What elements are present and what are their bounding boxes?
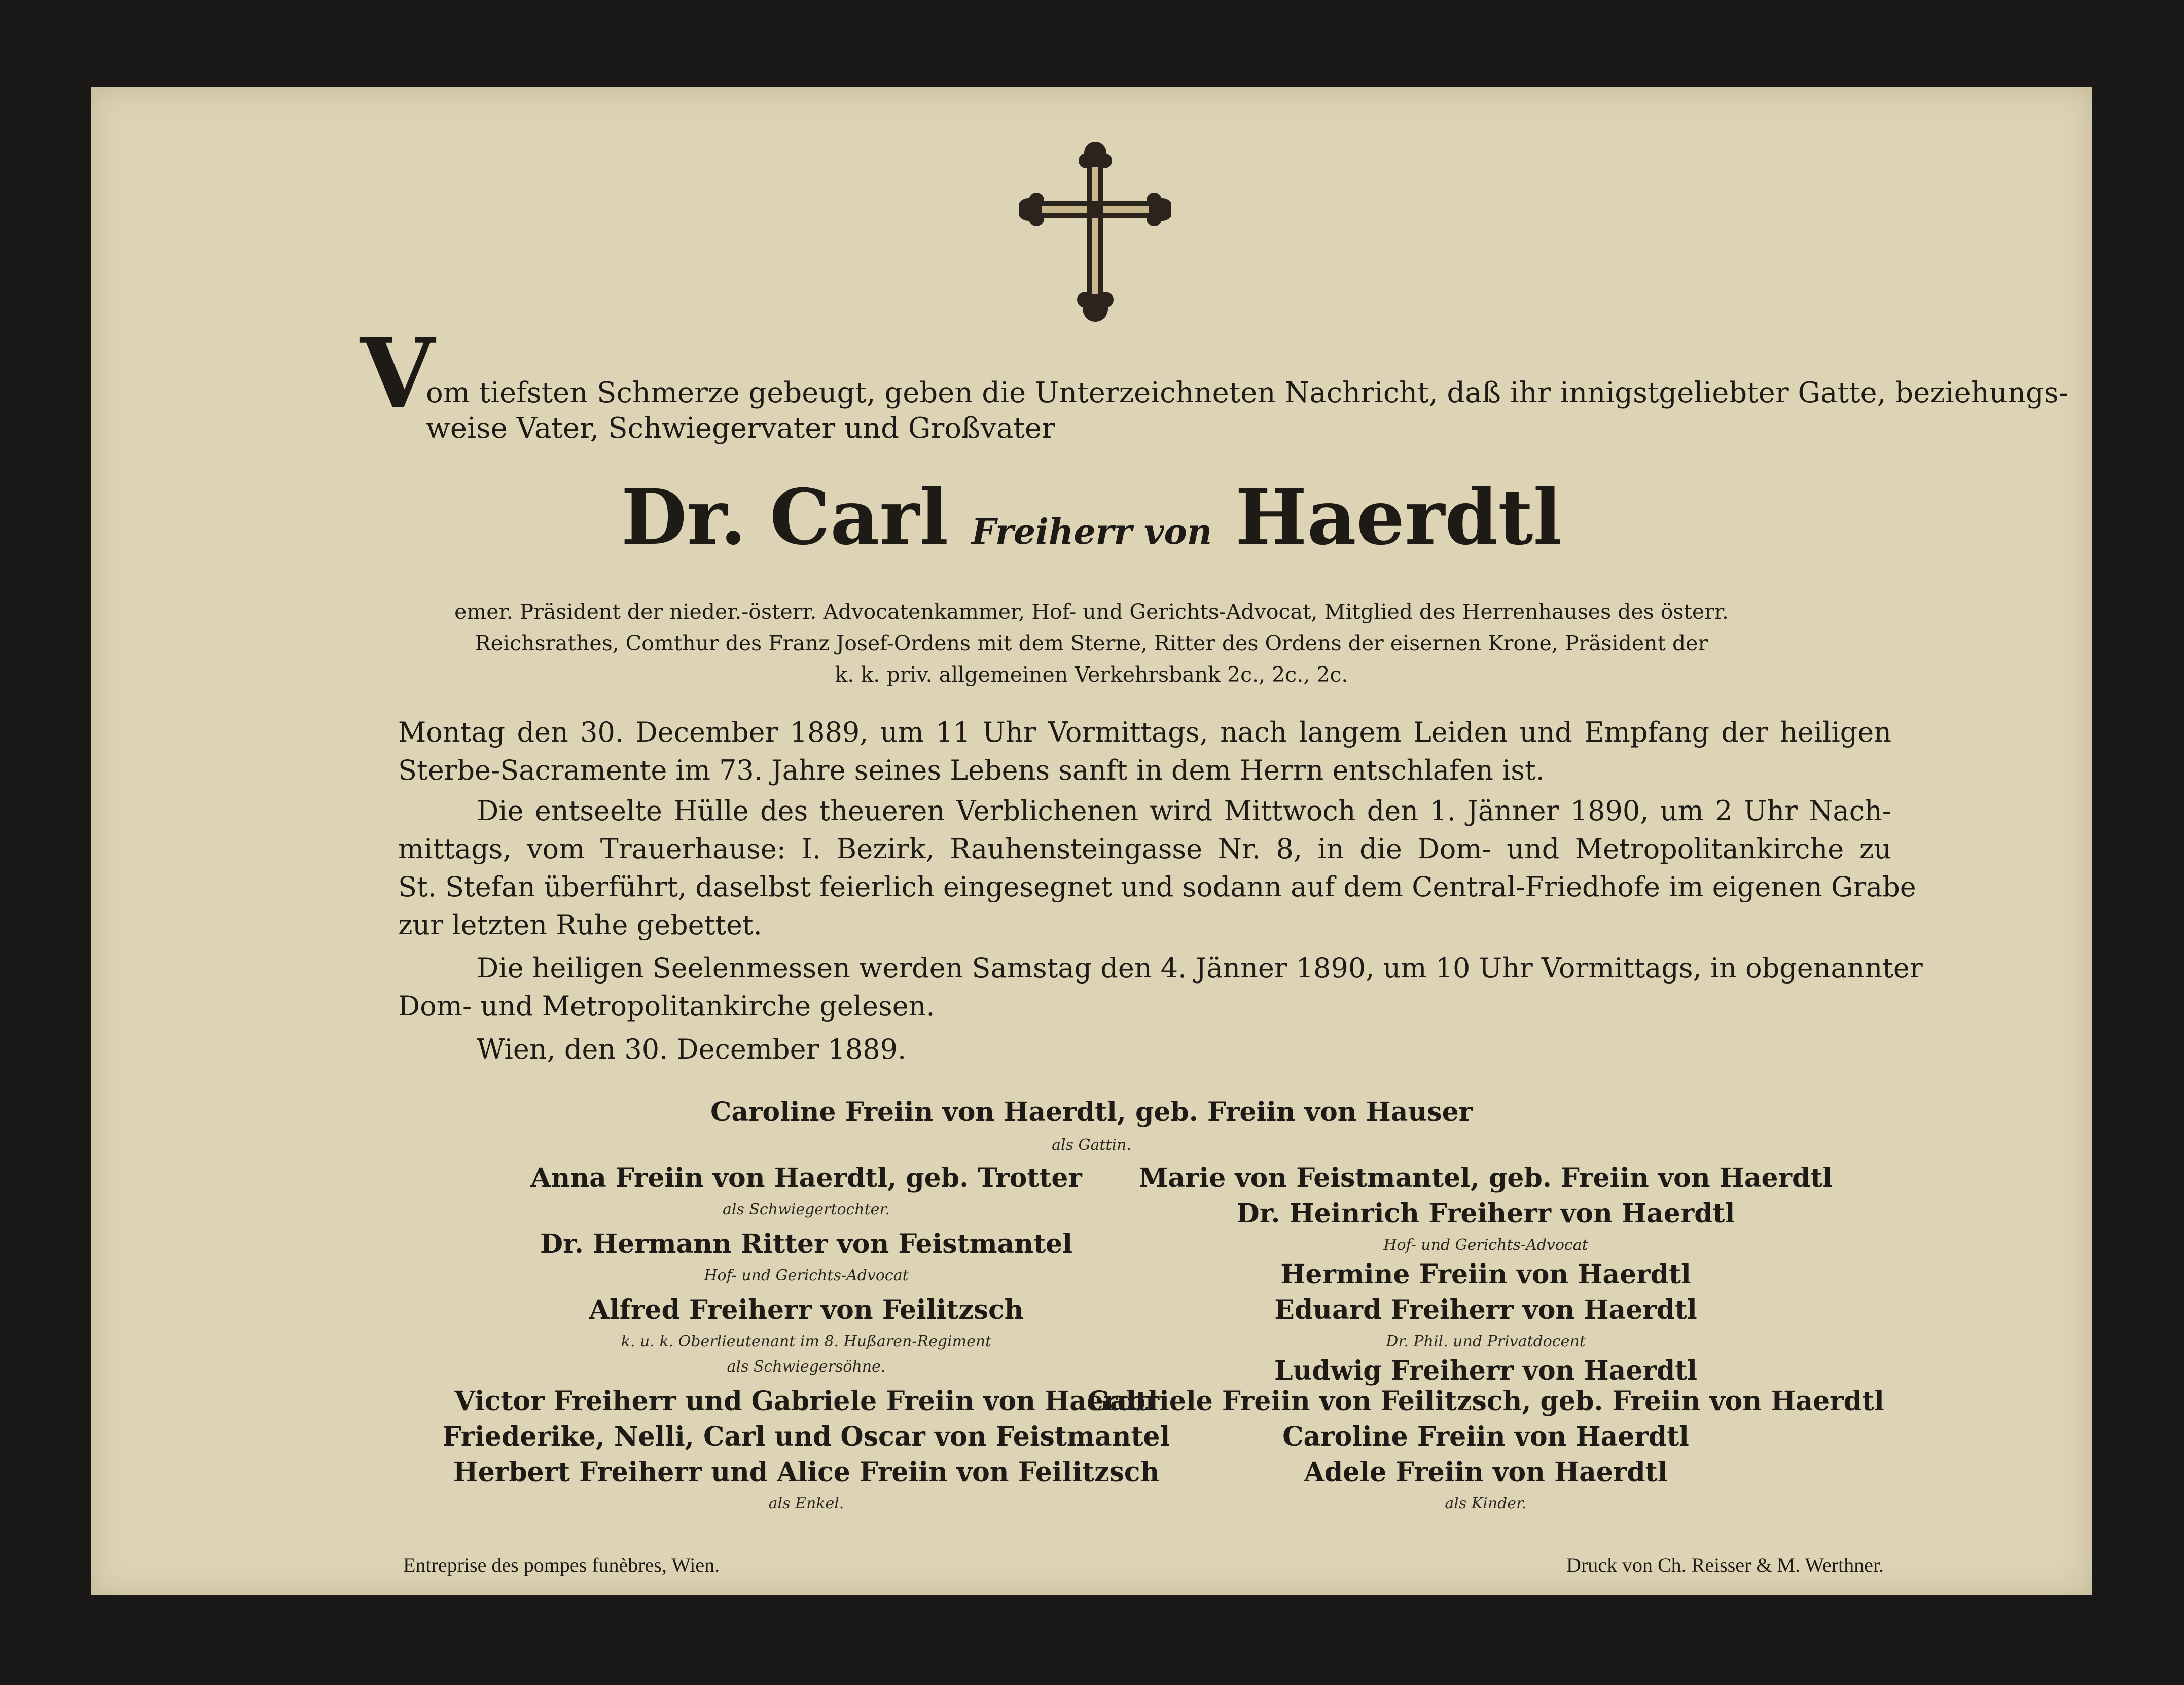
intro-line-2: weise Vater, Schwiegervater und Großvater [426, 412, 1055, 445]
grandchildren-line-3: Herbert Freiherr und Alice Freiin von Feilitzsch [453, 1457, 1160, 1488]
deceased-rank: Freiherr von [971, 512, 1212, 552]
footer-undertaker: Entreprise des pompes funèbres, Wien. [403, 1554, 720, 1576]
widow-role: als Gattin. [1052, 1136, 1131, 1154]
para3-line-2: Dom- und Metropolitankirche gelesen. [398, 990, 935, 1022]
heinrich-name: Dr. Heinrich Freiherr von Haerdtl [1236, 1198, 1735, 1229]
hermann-name: Dr. Hermann Ritter von Feistmantel [540, 1228, 1072, 1259]
place-date: Wien, den 30. December 1889. [477, 1033, 907, 1065]
para2-line-2: mittags, vom Trauerhause: I. Bezirk, Rauhensteingasse Nr. 8, in die Dom- und Metropolitankirche zu [398, 833, 1891, 865]
deceased-surname: Haerdtl [1235, 473, 1562, 562]
eduard-role: Dr. Phil. und Privatdocent [1386, 1332, 1586, 1350]
widow-name: Caroline Freiin von Haerdtl, geb. Freiin von Hauser [710, 1097, 1473, 1128]
alfred-role: k. u. k. Oberlieutenant im 8. Hußaren-Regiment [621, 1332, 992, 1350]
para1-line-1: Montag den 30. December 1889, um 11 Uhr Vormittags, nach langem Leiden und Empfang der heiligen [398, 716, 1891, 748]
deceased-title: Dr. [621, 473, 747, 562]
ludwig-name: Ludwig Freiherr von Haerdtl [1274, 1355, 1697, 1386]
caroline-name: Caroline Freiin von Haerdtl [1282, 1421, 1689, 1452]
drop-cap: V [360, 317, 435, 430]
cross-icon [1019, 142, 1171, 322]
deceased-first-name: Carl [769, 473, 949, 562]
para1-line-2: Sterbe-Sacramente im 73. Jahre seines Lebens sanft in dem Herrn entschlafen ist. [398, 754, 1545, 786]
grandchildren-role: als Enkel. [768, 1495, 844, 1513]
titles-line-3: k. k. priv. allgemeinen Verkehrsbank 2c., 2c., 2c. [835, 662, 1348, 687]
grandchildren-line-2: Friederike, Nelli, Carl und Oscar von Feistmantel [442, 1421, 1170, 1452]
death-notice-sheet [91, 87, 2092, 1595]
eduard-name: Eduard Freiherr von Haerdtl [1274, 1294, 1697, 1325]
para3-line-1: Die heiligen Seelenmessen werden Samstag den 4. Jänner 1890, um 10 Uhr Vormittags, in obgenannter [477, 952, 1923, 984]
marie-name: Marie von Feistmantel, geb. Freiin von Haerdtl [1138, 1163, 1833, 1193]
footer-printer: Druck von Ch. Reisser & M. Werthner. [1566, 1554, 1884, 1576]
sons-in-law-role: als Schwiegersöhne. [727, 1358, 886, 1376]
para2-line-4: zur letzten Ruhe gebettet. [398, 909, 762, 941]
hermann-role: Hof- und Gerichts-Advocat [704, 1267, 909, 1284]
titles-line-1: emer. Präsident der nieder.-österr. Advocatenkammer, Hof- und Gerichts-Advocat, Mitglied des Herrenhauses des österr. [454, 600, 1729, 624]
alfred-name: Alfred Freiherr von Feilitzsch [589, 1294, 1024, 1325]
para2-line-3: St. Stefan überführt, daselbst feierlich eingesegnet und sodann auf dem Central-Friedhofe im eigenen Grabe [398, 871, 1916, 903]
deceased-name [91, 473, 2092, 562]
anna-role: als Schwiegertochter. [722, 1201, 890, 1218]
children-role: als Kinder. [1445, 1495, 1527, 1513]
para2-line-1: Die entseelte Hülle des theueren Verblichenen wird Mittwoch den 1. Jänner 1890, um 2 Uhr Nach- [477, 795, 1891, 827]
hermine-name: Hermine Freiin von Haerdtl [1280, 1259, 1691, 1290]
heinrich-role: Hof- und Gerichts-Advocat [1383, 1236, 1588, 1254]
gabriele-name: Gabriele Freiin von Feilitzsch, geb. Freiin von Haerdtl [1087, 1386, 1884, 1417]
grandchildren-line-1: Victor Freiherr und Gabriele Freiin von Haerdtl [454, 1386, 1158, 1417]
titles-line-2: Reichsrathes, Comthur des Franz Josef-Ordens mit dem Sterne, Ritter des Ordens der eisernen Krone, Präsident der [475, 631, 1708, 655]
intro-line-1: om tiefsten Schmerze gebeugt, geben die Unterzeichneten Nachricht, daß ihr innigstgeliebter Gatte, beziehungs- [426, 376, 2068, 409]
anna-name: Anna Freiin von Haerdtl, geb. Trotter [530, 1163, 1082, 1193]
adele-name: Adele Freiin von Haerdtl [1304, 1457, 1668, 1488]
